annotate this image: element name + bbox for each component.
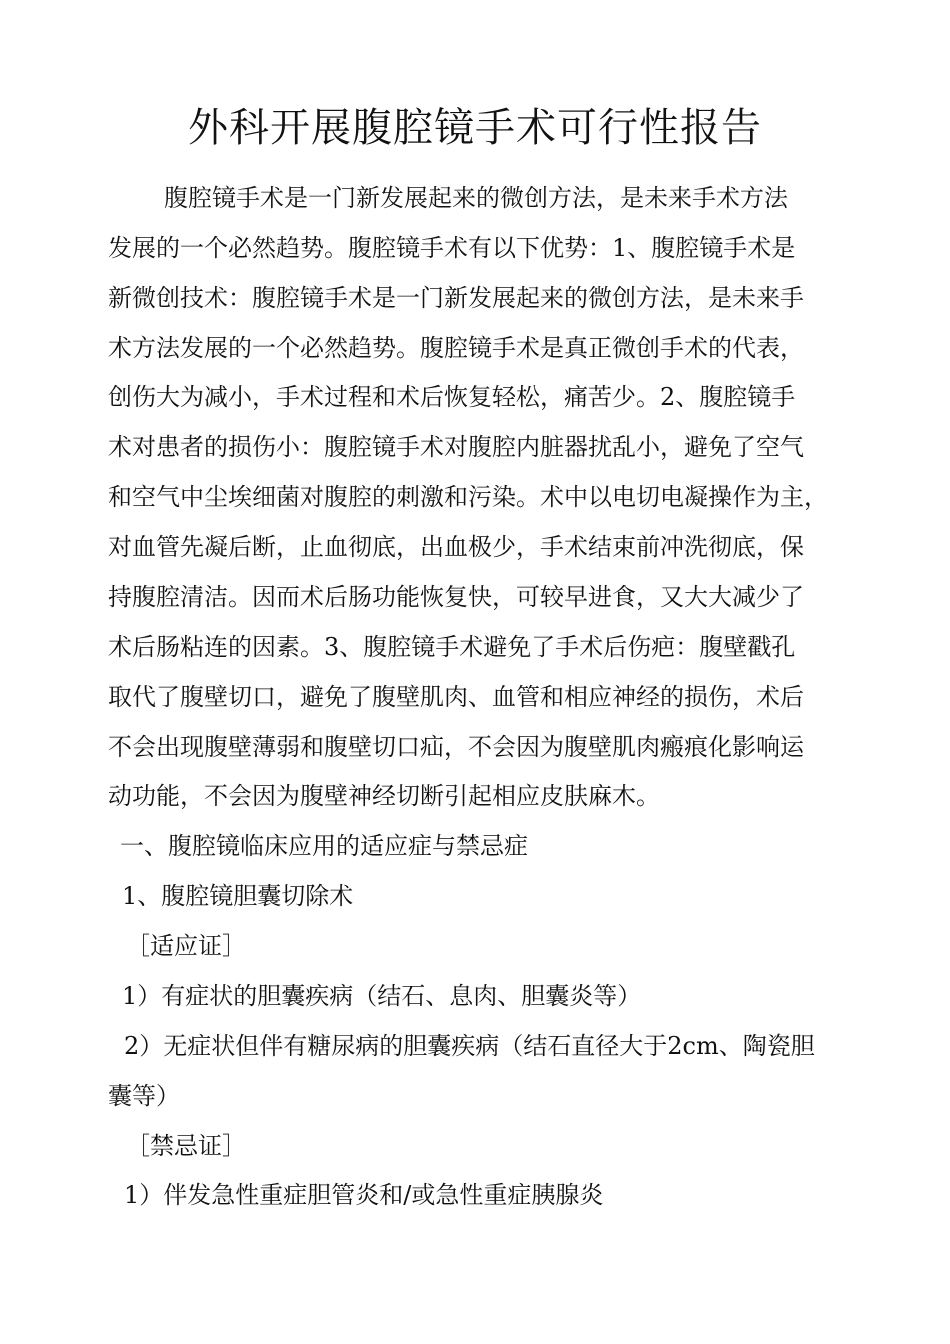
- paragraph-line: 对血管先凝后断，止血彻底，出血极少，手术结束前冲洗彻底，保: [108, 533, 804, 561]
- paragraph-line: 发展的一个必然趋势。腹腔镜手术有以下优势：1、腹腔镜手术是: [108, 234, 796, 262]
- paragraph-line: 新微创技术：腹腔镜手术是一门新发展起来的微创方法，是未来手: [108, 284, 804, 312]
- indications-label: ［适应证］: [126, 932, 246, 960]
- paragraph-line: 不会出现腹壁薄弱和腹壁切口疝，不会因为腹壁肌肉瘢痕化影响运: [108, 733, 804, 761]
- paragraph-line: 术后肠粘连的因素。3、腹腔镜手术避免了手术后伤疤：腹壁戳孔: [108, 633, 796, 661]
- paragraph-line: 术方法发展的一个必然趋势。腹腔镜手术是真正微创手术的代表，: [108, 334, 804, 362]
- paragraph-line: 术对患者的损伤小：腹腔镜手术对腹腔内脏器扰乱小，避免了空气: [108, 433, 804, 461]
- paragraph-line: 和空气中尘埃细菌对腹腔的刺激和污染。术中以电切电凝操作为主，: [108, 483, 828, 511]
- paragraph-line: 动功能，不会因为腹壁神经切断引起相应皮肤麻木。: [108, 782, 660, 810]
- indication-item-continuation: 囊等）: [108, 1082, 180, 1110]
- indication-item: 2）无症状但伴有糖尿病的胆囊疾病（结石直径大于2cm、陶瓷胆: [124, 1032, 815, 1060]
- paragraph-line: 创伤大为减小，手术过程和术后恢复轻松，痛苦少。2、腹腔镜手: [108, 383, 796, 411]
- contraindications-label: ［禁忌证］: [126, 1132, 246, 1160]
- contraindication-item: 1）伴发急性重症胆管炎和/或急性重症胰腺炎: [124, 1181, 604, 1209]
- section-heading: 一、腹腔镜临床应用的适应症与禁忌症: [120, 832, 528, 860]
- document-title: 外科开展腹腔镜手术可行性报告: [188, 105, 762, 151]
- paragraph-line: 取代了腹壁切口，避免了腹壁肌肉、血管和相应神经的损伤，术后: [108, 683, 804, 711]
- indication-item: 1）有症状的胆囊疾病（结石、息肉、胆囊炎等）: [122, 982, 642, 1010]
- subsection-heading: 1、腹腔镜胆囊切除术: [122, 882, 354, 910]
- paragraph-line: 持腹腔清洁。因而术后肠功能恢复快，可较早进食，又大大减少了: [108, 583, 804, 611]
- paragraph-line: 腹腔镜手术是一门新发展起来的微创方法，是未来手术方法: [164, 184, 788, 212]
